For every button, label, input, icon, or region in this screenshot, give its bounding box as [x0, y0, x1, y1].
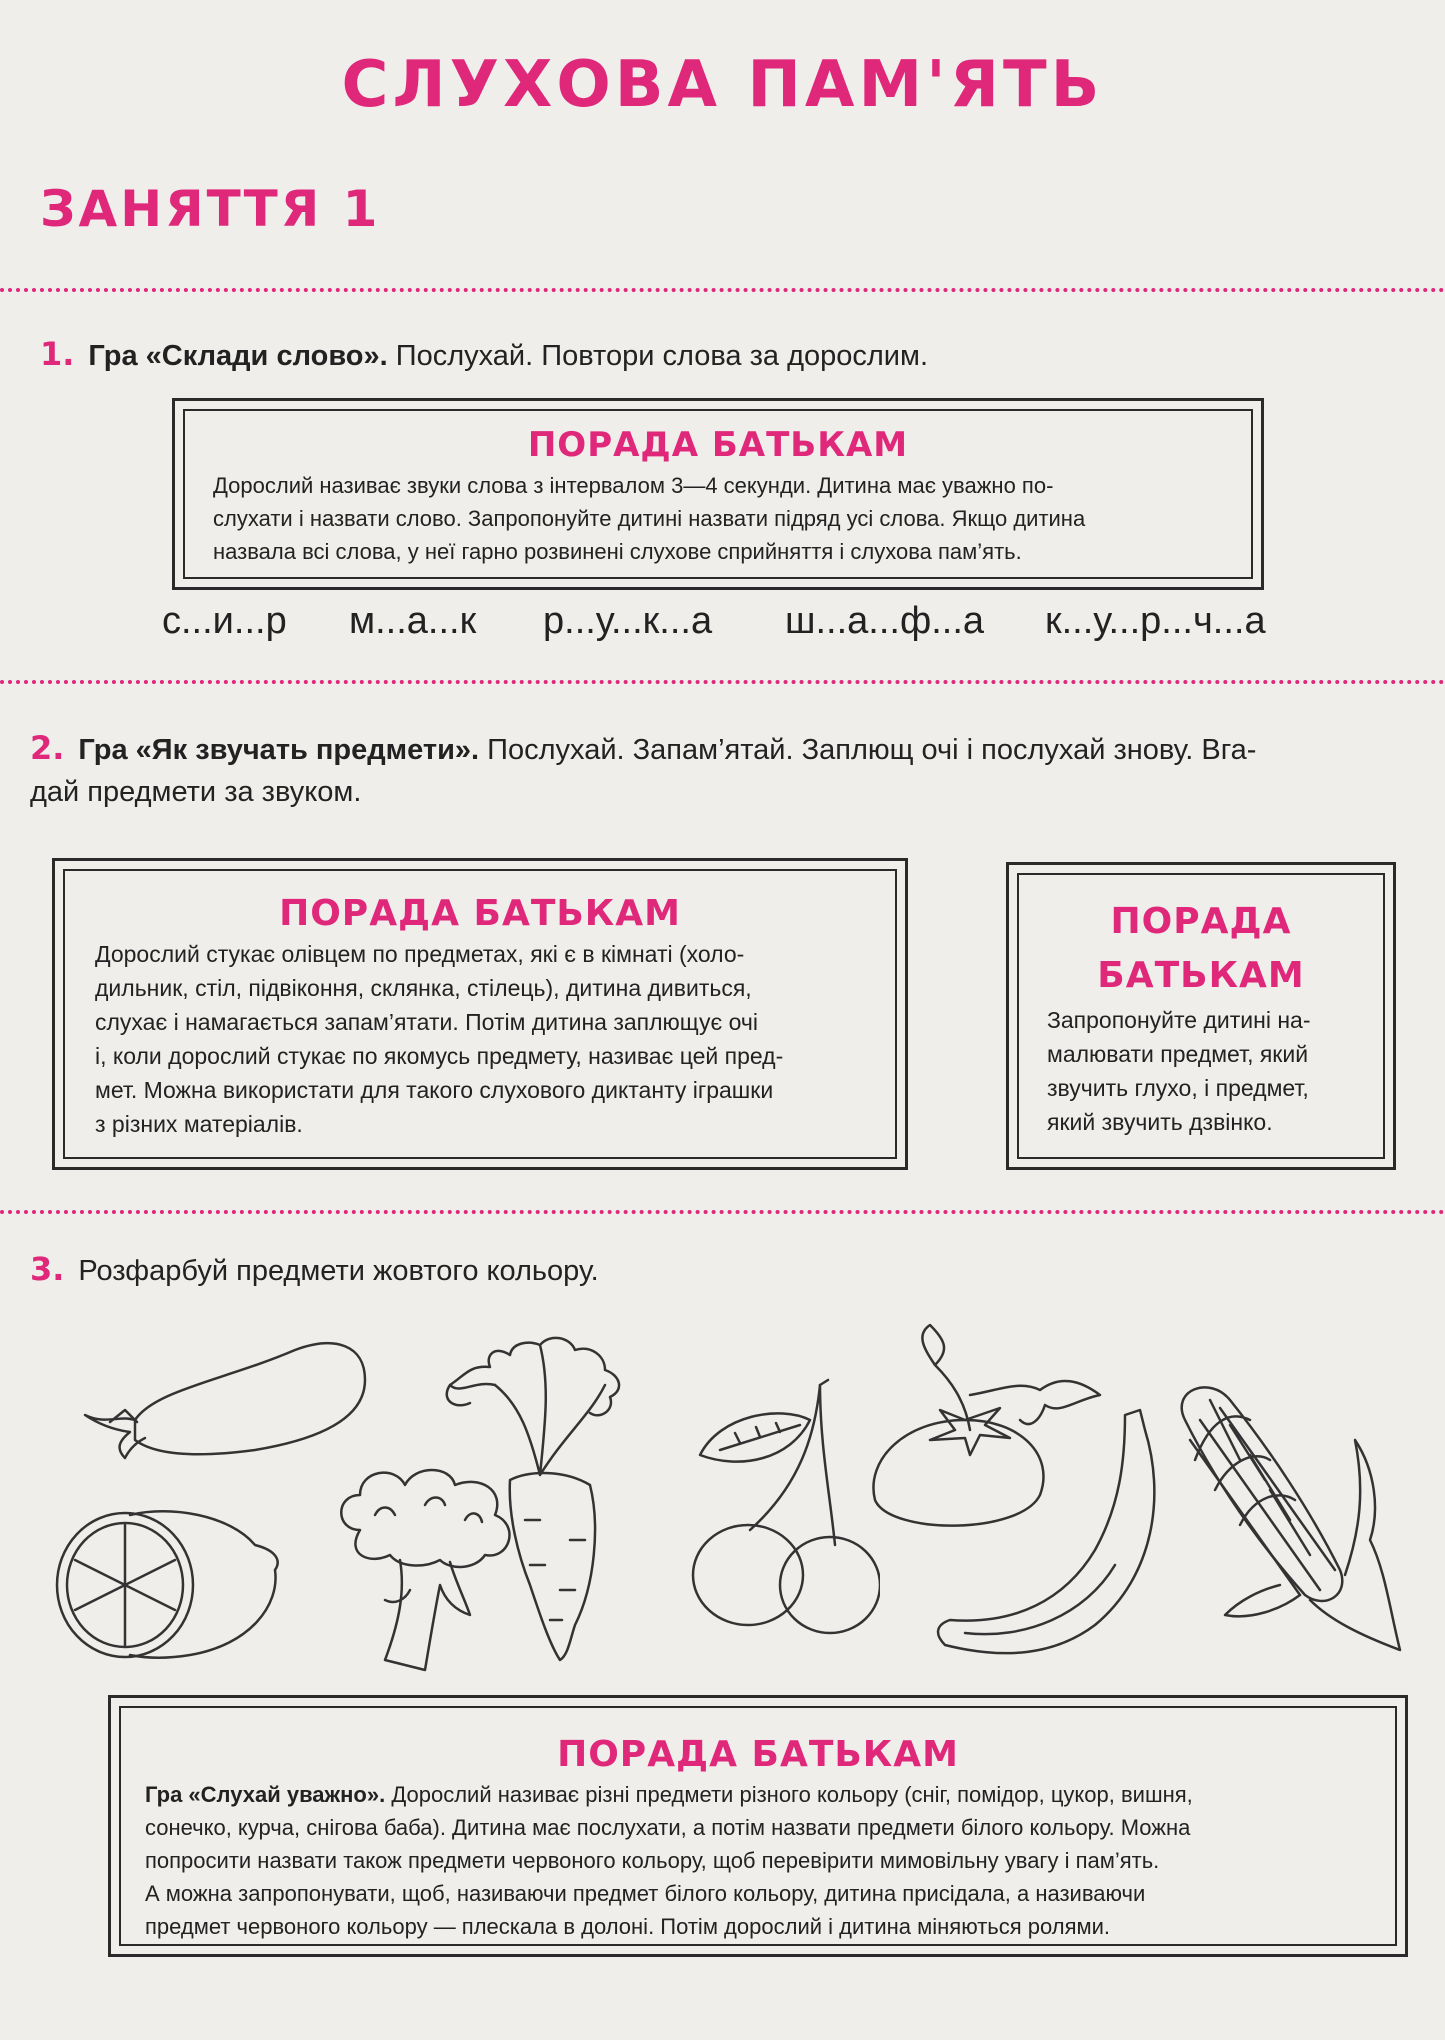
task-3-heading	[30, 1248, 1420, 1292]
tip-title: ПОРАДА БАТЬКАМ	[527, 425, 909, 465]
section-divider	[0, 680, 1445, 684]
cherry-icon	[680, 1375, 880, 1635]
game-name: Гра «Слухай уважно».	[145, 1782, 386, 1807]
parent-tip-box	[1006, 862, 1396, 1170]
tip-text: Гра «Слухай уважно». Дорослий називає різні предмети різного кольору (сніг, помідор, цукор, вишня, сонечко, курча, снігова баба). Дитина має послухати, а потім назвати предмети білого кольору. Можна попросити назвати також предмети червоного кольору, щоб перевірити мимовільну увагу і пам’ять. А можна запропонувати, щоб, називаючи предмет білого кольору, дитина присідала, а називаючи предмет червоного кольору — плескала в долоні. Потім дорослий і дитина міняються ролями.	[145, 1782, 1193, 1939]
lesson-heading: ЗАНЯТТЯ 1	[40, 180, 381, 238]
tip-text: Запропонуйте дитині на- малювати предмет, який звучить глухо, і предмет, який звучить дзвінко.	[1047, 1007, 1311, 1135]
tip-text: Дорослий називає звуки слова з інтервалом 3—4 секунди. Дитина має уважно по- слухати і назвати слово. Запропонуйте дитині назвати підряд усі слова. Якщо дитина назвала всі слова, у неї гарно розвинені слухове сприйняття і слухова пам’ять.	[213, 473, 1086, 564]
task-number: 1.	[40, 335, 75, 373]
parent-tip-box	[172, 398, 1264, 590]
task-instruction: Розфарбуй предмети жовтого кольору.	[78, 1255, 599, 1287]
word-1: с...и...р	[162, 600, 287, 642]
banana-icon	[925, 1405, 1175, 1670]
task-instruction-cont: дай предмети за звуком.	[30, 776, 362, 808]
task-number: 2.	[30, 729, 65, 767]
page-title: СЛУХОВА ПАМ'ЯТЬ	[341, 48, 1104, 122]
task-2-heading	[30, 727, 1420, 813]
tip-title: ПОРАДА БАТЬКАМ	[1097, 901, 1305, 996]
word-4: ш...а...ф...а	[785, 600, 985, 642]
parent-tip-box	[108, 1695, 1408, 1957]
section-divider	[0, 1210, 1445, 1214]
section-divider	[0, 288, 1445, 292]
tip-title: ПОРАДА БАТЬКАМ	[279, 893, 681, 934]
lemon-icon	[50, 1505, 290, 1665]
parent-tip-box	[52, 858, 908, 1170]
task-instruction: Послухай. Повтори слова за дорослим.	[395, 340, 929, 372]
corn-icon	[1170, 1380, 1420, 1655]
word-5: к...у...р...ч...а	[1045, 600, 1266, 642]
game-name: Гра «Склади слово».	[88, 340, 388, 372]
tip-title: ПОРАДА БАТЬКАМ	[557, 1734, 959, 1775]
word-2: м...а...к	[349, 600, 477, 642]
task-1-heading	[40, 333, 1420, 377]
task-number: 3.	[30, 1250, 65, 1288]
game-name: Гра «Як звучать предмети».	[78, 734, 480, 766]
word-3: р...у...к...а	[543, 600, 713, 642]
tip-text: Дорослий стукає олівцем по предметах, які є в кімнаті (холо- дильник, стіл, підвіконня, склянка, стілець), дитина дивиться, слухає і намагається запам’ятати. Потім дитина заплющує очі і, коли дорослий стукає по якомусь предмету, називає цей пред- мет. Можна використати для такого слухового диктанту іграшки з різних матеріалів.	[95, 941, 784, 1137]
eggplant-icon	[75, 1330, 375, 1470]
task-instruction: Послухай. Запам’ятай. Заплющ очі і послухай знову. Вга-	[487, 734, 1257, 766]
carrot-icon	[400, 1325, 660, 1665]
